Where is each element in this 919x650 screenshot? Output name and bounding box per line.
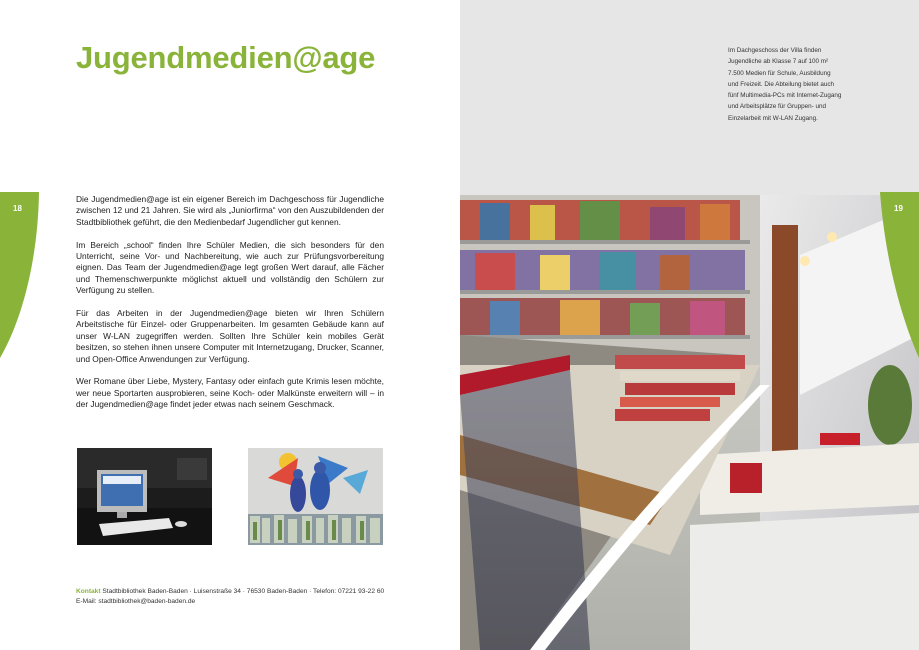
paragraph: Die Jugendmedien@age ist ein eigener Bereich im Dachgeschoss für Jugendliche zwischen 12 und 21 Jahren. Sie wird als „Juniorfirma“ von den Auszubildenden der Stadtbibliothek geführt, die den Medienbedarf Jugendlicher gut kennen. — [76, 194, 384, 227]
photo-caption — [728, 45, 858, 124]
caption-line: Im Dachgeschoss der Villa finden — [728, 47, 822, 54]
caption-line: 7.500 Medien für Schule, Ausbildung — [728, 69, 831, 77]
page-marker-right — [880, 190, 919, 360]
caption-line: Jugendliche ab Klasse 7 auf 100 m² — [728, 58, 829, 66]
mural-photo — [248, 448, 383, 545]
computer-photo — [77, 448, 212, 545]
contact-email[interactable]: E-Mail: stadtbibliothek@baden-baden.de — [76, 597, 196, 605]
page-number-left: 18 — [13, 204, 22, 213]
contact-footer — [76, 587, 384, 606]
contact-label: Kontakt — [76, 588, 101, 595]
paragraph: Wer Romane über Liebe, Mystery, Fantasy oder einfach gute Krimis lesen möchte, wer neue Sportarten ausprobieren, seine Koch- oder Malkünste erweitern will – in der Jugendmedien@age findet jeder etwas nach seinem Geschmack. — [76, 376, 384, 410]
caption-line: und Freizeit. Die Abteilung bietet auch — [728, 80, 835, 88]
caption-line: und Arbeitsplätze für Gruppen- und — [728, 103, 827, 111]
page-number-right: 19 — [894, 204, 903, 213]
contact-address: Stadtbibliothek Baden-Baden · Luisenstraße 34 · 76530 Baden-Baden · Telefon: 07221 93-22 60 — [100, 588, 385, 595]
paragraph: Im Bereich „school“ finden Ihre Schüler Medien, die sich besonders für den Unterricht, seine Vor- und Nachbereitung, wie auch zur Prüfungsvorbereitung eignen. Das Team der Jugendmedien@age legt großen Wert darauf, alle Fächer und Themenschwerpunkte möglichst aktuell und vollständig den Schülern zur Verfügung zu stellen. — [76, 239, 384, 296]
page-title: Jugendmedien@age — [76, 40, 376, 75]
paragraph: Für das Arbeiten in der Jugendmedien@age bieten wir Ihren Schülern Arbeitstische für Einzel- oder Gruppenarbeiten. Im gesamten Gebäude kann auf unser W-LAN zugegriffen werden. Sollten Ihre Schüler kein mobiles Gerät besitzen, so stehen ihnen unsere Computer mit Internetzugang, Drucker, Scanner, und Open-Office Anwendungen zur Verfügung. — [76, 308, 384, 364]
page-marker-left — [0, 190, 40, 360]
article-body — [76, 194, 384, 422]
caption-line: fünf Multimedia-PCs mit Internet-Zugang — [728, 92, 842, 100]
library-photo — [460, 195, 919, 650]
footer-line-1 — [76, 587, 384, 597]
caption-line: Einzelarbeit mit W-LAN Zugang. — [728, 114, 818, 122]
